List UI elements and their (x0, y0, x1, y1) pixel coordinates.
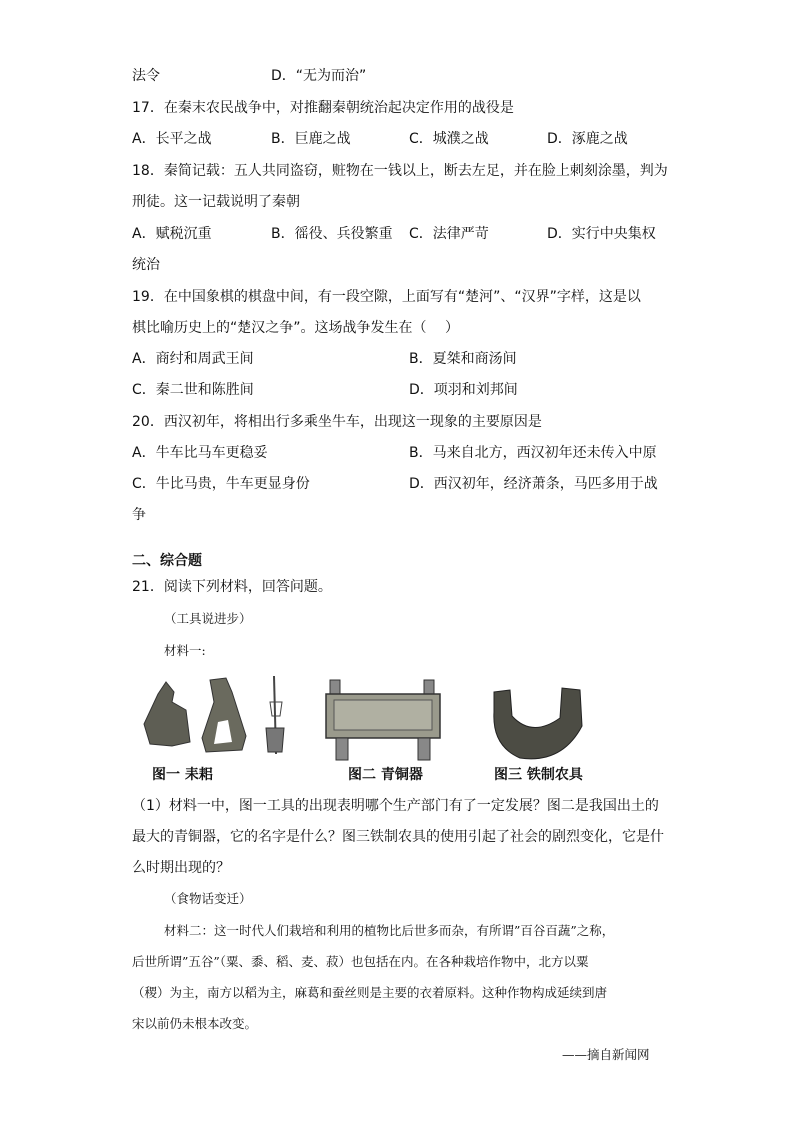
option-c: C．城濮之战 (409, 131, 489, 147)
option-d: D．实行中央集权 (547, 226, 656, 242)
option-c: C．法律严苛 (409, 226, 489, 242)
question-19-cont: 棋比喻历史上的“楚汉之争”。这场战争发生在（ ） (132, 320, 459, 336)
option-d: D．西汉初年，经济萧条，马匹多用于战 (409, 476, 658, 492)
question-21: 21．阅读下列材料，回答问题。 (132, 579, 332, 595)
leisi-tool-image (144, 676, 284, 754)
sub-question-1: （1）材料一中，图一工具的出现表明哪个生产部门有了一定发展？图二是我国出土的 (132, 798, 659, 814)
figure-caption: 图一 耒耜 (152, 767, 213, 783)
figure-panel (136, 672, 626, 784)
figure-caption: 图二 青铜器 (348, 767, 423, 783)
question-19: 19．在中国象棋的棋盘中间，有一段空隙，上面写有“楚河”、“汉界”字样，这是以 (132, 289, 641, 305)
option-a: A．牛车比马车更稳妥 (132, 445, 268, 461)
option-d-cont: 统治 (132, 257, 160, 273)
question-18-cont: 刑徒。这一记载说明了秦朝 (132, 194, 300, 210)
material-label: 材料一: (164, 643, 206, 658)
option-d: D．涿鹿之战 (547, 131, 628, 147)
option-d-cont: 争 (132, 507, 146, 523)
iron-tool-image (494, 688, 582, 759)
option-a: A．赋税沉重 (132, 226, 212, 242)
option-b: B．马来自北方，西汉初年还未传入中原 (409, 445, 657, 461)
sub-question-1-cont: 么时期出现的？ (132, 860, 230, 876)
option-b: B．夏桀和商汤间 (409, 351, 517, 367)
option-b: B．徭役、兵役繁重 (271, 226, 393, 242)
material-text: 后世所谓”五谷”（粟、黍、稻、麦、菽）也包括在内。在各种栽培作物中，北方以粟 (132, 954, 589, 969)
question-20: 20．西汉初年，将相出行多乘坐牛车，出现这一现象的主要原因是 (132, 414, 542, 430)
material-text: （稷）为主，南方以稻为主，麻葛和蚕丝则是主要的衣着原料。这种作物构成延续到唐 (132, 985, 608, 1000)
option-a: A．商纣和周武王间 (132, 351, 254, 367)
bronze-ding-image (326, 680, 440, 760)
option-c: C．牛比马贵，牛车更显身份 (132, 476, 310, 492)
artifact-images (136, 672, 626, 762)
option-a: A．长平之战 (132, 131, 212, 147)
option-b: B．巨鹿之战 (271, 131, 351, 147)
sub-question-1-cont: 最大的青铜器，它的名字是什么？图三铁制农具的使用引起了社会的剧烈变化，它是什 (132, 829, 664, 845)
question-17: 17．在秦末农民战争中，对推翻秦朝统治起决定作用的战役是 (132, 100, 514, 116)
material-subtitle: （工具说进步） (164, 611, 252, 626)
material-text: 宋以前仍未根本改变。 (132, 1016, 258, 1031)
material-subtitle: （食物话变迁） (164, 891, 252, 906)
section-heading: 二、综合题 (132, 553, 202, 569)
text-line: 法令 (132, 68, 160, 84)
option-c: C．秦二世和陈胜间 (132, 382, 254, 398)
figure-caption: 图三 铁制农具 (494, 767, 583, 783)
question-18: 18．秦简记载：五人共同盗窃，赃物在一钱以上，断去左足，并在脸上刺刻涂墨，判为 (132, 163, 668, 179)
option-d: D．项羽和刘邦间 (409, 382, 518, 398)
material-text: 材料二：这一时代人们栽培和利用的植物比后世多而杂，有所谓”百谷百蔬”之称， (164, 923, 615, 938)
option-d: D．“无为而治” (271, 68, 367, 84)
material-source: ——摘自新闻网 (562, 1047, 650, 1062)
